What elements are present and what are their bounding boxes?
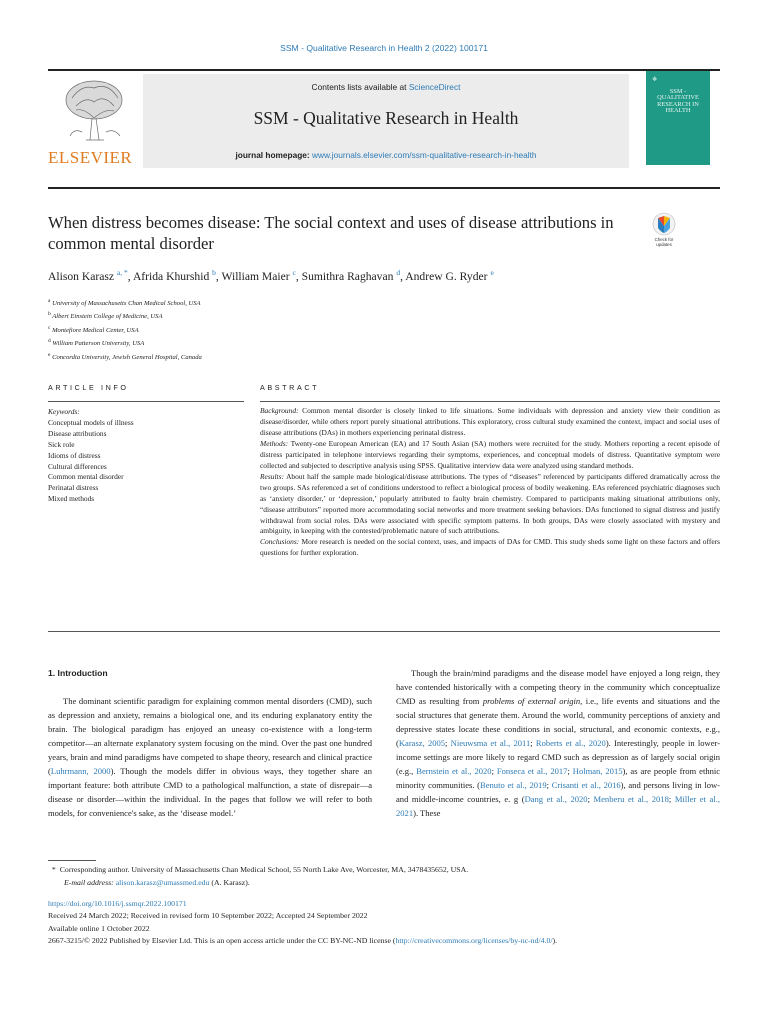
- body-paragraph: Though the brain/mind paradigms and the disease model have enjoyed a long reign, they have contended historically with a competing theory in the community which conceptualize CMD as resulting from problems of external origin, i.e., life events and situations and the social structures that generate them. Around the world, community perceptions of anxiety and depressive states locate these conditions in social, structural, and economic contexts, e.g., (Karasz, 2005; Nieuwsma et al., 2011; Roberts et al., 2020). Interestingly, people in lower-income settings are more likely to regard CMD such as depression as of largely social origin (e.g., Bernstein et al., 2020; Fonseca et al., 2017; Holman, 2015), as are people from ethnic minority communities. (Benuto et al., 2019; Crisanti et al., 2016), and persons living in low- and middle-income countries, e. g (Dang et al., 2020; Menberu et al., 2018; Miller et al., 2021). These: [396, 668, 721, 818]
- keyword: Conceptual models of illness: [48, 417, 134, 427]
- affiliation-text: Concordia University, Jewish General Hospital, Canada: [52, 353, 202, 361]
- sciencedirect-link[interactable]: ScienceDirect: [408, 82, 461, 92]
- abstract-background: [260, 406, 720, 439]
- abstract-section-text: Twenty-one European American (EA) and 17 South Asian (SA) mothers were recruited for the study. Mothers reporting a recent episode of distress participated in telephone interviews regarding their symptoms, experiences, and conceptual models of distress. Quantitative symptom were collected and subjected to descriptive analysis using SPSS. Qualitative interview data were analyzed using standard methods.: [260, 438, 720, 470]
- author-name[interactable]: Sumithra Raghavan: [301, 269, 394, 283]
- keyword: Idioms of distress: [48, 450, 101, 460]
- available-online: Available online 1 October 2022: [48, 923, 150, 933]
- affiliation-text: Montefiore Medical Center, USA: [52, 326, 139, 334]
- abstract-methods: [260, 439, 720, 472]
- affiliation: [48, 323, 648, 336]
- email-label: E-mail address:: [64, 877, 116, 887]
- author-affiliation-mark[interactable]: b: [212, 268, 216, 277]
- affiliation-mark: d: [48, 338, 51, 345]
- article-title: When distress becomes disease: The social context and uses of disease attributions in common mental disorder: [48, 213, 614, 253]
- abstract-conclusions: [260, 537, 720, 559]
- paragraph-text: ). These: [413, 808, 441, 818]
- footnote-text: Corresponding author. University of Massachusetts Chan Medical School, 55 North Lake Ave, Worcester, MA, 3478435652, USA.: [59, 865, 469, 874]
- affiliation-mark: e: [48, 351, 51, 358]
- abstract-results: [260, 472, 720, 538]
- affiliation: [48, 309, 648, 322]
- emphasis-text: problems of external origin: [482, 696, 581, 706]
- check-updates-label: Check for updates: [654, 237, 674, 247]
- journal-banner: [143, 74, 629, 168]
- paragraph-text: ). Interestingly, people in lower-income settings are more likely to regard CMD such as depression as of largely social origin (e.g.,: [396, 738, 721, 776]
- citation-link[interactable]: Fonseca et al., 2017: [496, 766, 568, 776]
- license-link[interactable]: http://creativecommons.org/licenses/by-nc-nd/4.0/: [395, 936, 553, 946]
- paragraph-text: The dominant scientific paradigm for explaining common mental disorders (CMD), such as depression and anxiety, remains a biological one, and its enduring explanatory entity the brain. The biological paradigm has enjoyed an uneasy co-existence with a long-term competitor—an alternate explanatory system focusing on the mind. Over the past one hundred years, brain and mind paradigms have competed to shape theory, research and clinical practice (: [48, 696, 372, 776]
- author-name[interactable]: William Maier: [221, 269, 290, 283]
- citation-link[interactable]: Roberts et al., 2020: [535, 738, 606, 748]
- contents-prefix: Contents lists available at: [311, 82, 409, 92]
- keyword: Common mental disorder: [48, 472, 124, 482]
- affiliation-text: University of Massachusetts Chan Medical School, USA: [52, 300, 201, 308]
- journal-cover-thumbnail[interactable]: [646, 71, 710, 165]
- email-suffix: (A. Karasz).: [209, 877, 250, 887]
- abstract-section-label: Background:: [260, 406, 299, 415]
- cover-logo-icon: ❖: [652, 77, 658, 83]
- article-meta: [48, 898, 728, 948]
- author-affiliation-mark[interactable]: a, *: [116, 268, 128, 277]
- abstract-divider: [260, 401, 720, 402]
- paragraph-text: , i.e., life events and situations and the social structures that generate them. Around the world, community perceptions of anxiety and depressive states locate these conditions in social, structural, and economic contexts, e.g., (: [396, 696, 720, 748]
- abstract-body: [260, 406, 720, 559]
- contents-line: [143, 82, 629, 92]
- license-line: [48, 935, 728, 947]
- abstract-section-text: About half the sample made biological/disease attributions. The types of “diseases” referenced by participants differed dramatically across the two groups. SAs referenced a set of conditions understood to reflect a biological process of bodily weakening. EAs referenced psychiatric diagnoses such as ‘anxiety disorder,’ or ‘depression,’ popularly attributed to faulty brain chemistry. Compared to participants making situational attributions only, “disease attributors” reported more accommodating social networks and more treatment seeking behaviors. DAs functioned to signal distress and justify withdrawal from social roles. DAs were associated with specific symptom patterns. In both groups, DAs were closely associated with mystery and ambiguity, in keeping with the contested/problematic nature of such attributions.: [260, 471, 720, 536]
- abstract-section-label: Methods:: [260, 438, 289, 448]
- license-text: 2667-3215/© 2022 Published by Elsevier Ltd. This is an open access article under the CC BY-NC-ND license (: [48, 936, 396, 946]
- keyword: Sick role: [48, 439, 75, 449]
- top-rule: [48, 69, 720, 71]
- body-right-column: [396, 666, 720, 820]
- email-line: [48, 877, 720, 890]
- citation-link[interactable]: Benuto et al., 2019: [480, 780, 547, 790]
- keyword: Mixed methods: [48, 494, 95, 504]
- body-paragraph: [48, 694, 372, 820]
- affiliation-text: Albert Einstein College of Medicine, USA: [52, 313, 163, 321]
- citation-link[interactable]: Dang et al., 2020: [524, 794, 588, 804]
- keyword: Disease attributions: [48, 428, 107, 438]
- author-affiliation-mark[interactable]: e: [490, 268, 494, 277]
- email-link[interactable]: alison.karasz@umassmed.edu: [115, 877, 210, 887]
- tree-logo-icon: [62, 78, 126, 144]
- homepage-label: journal homepage:: [235, 150, 312, 160]
- cover-title: SSM - QUALITATIVE RESEARCH IN HEALTH: [657, 88, 699, 114]
- abstract-section-text: More research is needed on the social context, uses, and impacts of DAs for CMD. This study sheds some light on these factors and offers questions for further exploration.: [260, 537, 721, 558]
- author-name[interactable]: Afrida Khurshid: [132, 269, 210, 283]
- paragraph-text: Though the brain/mind paradigms and the disease model have enjoyed a long reign, they have contended historically with a competing theory in the community which conceptualize CMD as resulting from: [396, 668, 720, 706]
- check-updates-icon: [647, 212, 681, 238]
- corresponding-author-footnote: [48, 864, 720, 889]
- homepage-line: [143, 150, 629, 160]
- author-name[interactable]: Andrew G. Ryder: [405, 269, 488, 283]
- abstract-section-text: Common mental disorder is closely linked to life situations. Some individuals with depression and anxiety view their condition as disease/disorder, while others report purely situational attributions. This exploratory, cross cultural study examined the context, impact and social uses of disease attributions (DAs) in mothers experiencing perinatal distress.: [260, 406, 720, 437]
- citation-link[interactable]: Karasz, 2005: [398, 738, 446, 748]
- keyword: Cultural differences: [48, 461, 107, 471]
- journal-title[interactable]: SSM - Qualitative Research in Health: [253, 108, 519, 128]
- check-for-updates-button[interactable]: [647, 212, 681, 252]
- author-name[interactable]: Alison Karasz: [48, 269, 115, 283]
- affiliation-mark: c: [48, 324, 51, 331]
- affiliation: [48, 296, 648, 309]
- received-dates: Received 24 March 2022; Received in revised form 10 September 2022; Accepted 24 September 2022: [48, 911, 368, 921]
- article-info-heading: ARTICLE INFO: [48, 383, 129, 392]
- publisher-name: ELSEVIER: [48, 148, 133, 167]
- affiliation: [48, 336, 648, 349]
- citation-link[interactable]: Miller et al., 2021: [396, 794, 721, 818]
- paragraph-text: ). Though the models differ in obvious ways, they together share an important feature: both attribute CMD to a pathological malfunction, a state of disrepair—a disease or disorder—within the individual. In the pages that follow we will refer to both models, for convenience's sake, as the ‘disease model.’: [48, 766, 372, 818]
- affiliation-mark: b: [48, 311, 51, 318]
- abstract-heading: ABSTRACT: [260, 383, 320, 392]
- author-list: Alison Karasz $^{a, *}$, Afrida Khurshid $^b$, William Maier $^c$, Sumithra Raghavan $^d$, Andrew G. Ryder $^e$: [48, 268, 494, 283]
- citation-link[interactable]: Bernstein et al., 2020: [416, 766, 492, 776]
- author-affiliation-mark[interactable]: c: [292, 268, 296, 277]
- footnote-line: [48, 864, 720, 877]
- keywords-block: [48, 407, 244, 505]
- citation-link[interactable]: Crisanti et al., 2016: [551, 780, 621, 790]
- citation-link[interactable]: Menberu et al., 2018: [593, 794, 669, 804]
- keywords-label: Keywords:: [48, 407, 80, 416]
- homepage-link[interactable]: www.journals.elsevier.com/ssm-qualitative-research-in-health: [311, 150, 537, 160]
- abstract-section-label: Conclusions:: [260, 537, 300, 547]
- footnote-mark: *: [51, 865, 56, 874]
- article-info-divider: [48, 401, 244, 402]
- body-left-column: [48, 666, 372, 820]
- affiliation-mark: a: [48, 298, 51, 304]
- citation-link[interactable]: Holman, 2015: [572, 766, 623, 776]
- affiliation: [48, 350, 648, 363]
- header-divider: [48, 187, 720, 189]
- paragraph-text: ), and persons living in low- and middle-income countries, e. g (: [396, 780, 720, 804]
- running-head[interactable]: SSM - Qualitative Research in Health 2 (2022) 100171: [280, 43, 488, 53]
- abstract-section-label: Results:: [260, 471, 284, 481]
- paragraph-text: ), as are people from ethnic minority communities. (: [396, 766, 721, 790]
- author-affiliation-mark[interactable]: d: [396, 268, 401, 277]
- abstract-bottom-divider: [48, 631, 720, 632]
- keyword: Perinatal distress: [48, 483, 99, 493]
- affiliation-list: [48, 296, 648, 363]
- section-heading: 1. Introduction: [48, 668, 108, 678]
- affiliation-text: William Patterson University, USA: [52, 340, 145, 348]
- elsevier-logo[interactable]: [48, 74, 140, 168]
- citation-link[interactable]: Luhrmann, 2000: [50, 766, 111, 776]
- citation-link[interactable]: Nieuwsma et al., 2011: [450, 738, 531, 748]
- doi-link[interactable]: https://doi.org/10.1016/j.ssmqr.2022.100171: [48, 899, 187, 908]
- footnote-divider: [48, 860, 96, 861]
- license-end: ).: [552, 936, 558, 946]
